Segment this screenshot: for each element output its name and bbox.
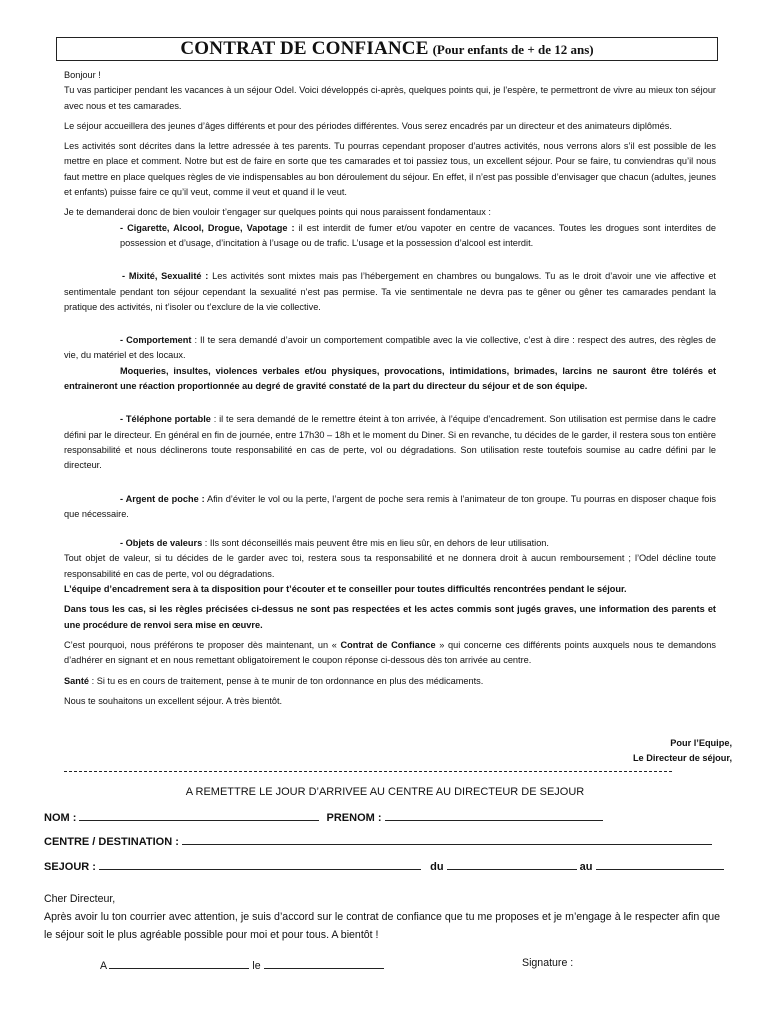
rule-argent-text: Afin d’éviter le vol ou la perte, l’argent de poche sera remis à l’animateur de ton groupe. Tu pourras en disposer chaque fois que nécessaire. <box>64 493 716 519</box>
closing-warning: Dans tous les cas, si les règles précisées ci-dessus ne sont pas respectées et les actes commis sont jugés graves, une information des parents et une procédure de renvoi sera mise en œuvre. <box>64 604 716 630</box>
du-label: du <box>430 861 444 873</box>
centre-field[interactable] <box>182 833 712 845</box>
cut-line <box>64 771 672 772</box>
sejour-field[interactable] <box>99 858 421 870</box>
sante-paragraph <box>64 674 716 689</box>
rule-cigarette-text: il est interdit de fumer et/ou vapoter en centre de vacances. Toutes les drogues sont interdites de possession et d’usage, d’incitation à l’usage ou de trafic. L’usage et la possession d’alcool est interdit. <box>120 222 716 248</box>
rule-objets-support: L’équipe d’encadrement sera à ta disposition pour t’écouter et te conseiller pour toutes difficultés rencontrées pendant le séjour. <box>64 584 627 595</box>
contract-name: Contrat de Confiance <box>340 639 436 650</box>
le-label: le <box>252 960 261 972</box>
contract-text-before: C’est pourquoi, nous préférons te proposer dès maintenant, un « <box>64 639 341 650</box>
centre-label: CENTRE / DESTINATION <box>44 836 173 848</box>
rule-argent <box>64 492 716 523</box>
signature-line-2: Le Directeur de séjour, <box>632 753 732 763</box>
nom-field[interactable] <box>79 809 319 821</box>
form-row-sejour: SEJOUR : du au <box>44 858 724 873</box>
rule-objets-label: - Objets de valeurs <box>120 538 203 549</box>
rule-mixite-text: Les activités sont mixtes mais pas l’hébergement en chambres ou bungalows. Tu as le droit d’avoir une vie affective et sentimentale pendant ton séjour cependant la sexualité n’est pas permise. Ta vie sentimentale ne devra pas te gêner ou gêner tes camarades pendant la pratique des activités, ni t’isoler ou t’exclure de la vie collective. <box>64 271 716 312</box>
rule-comportement-warning: Moqueries, insultes, violences verbales et/ou physiques, provocations, intimidations, brimades, larcins ne sauront être tolérés et entraineront une réaction proportionnée au degré de gravité constaté de la part du directeur du séjour et de son équipe. <box>64 365 716 392</box>
rule-objets <box>64 536 716 551</box>
rule-argent-label: - Argent de poche : <box>120 493 205 504</box>
intro-paragraph-4: Je te demanderai donc de bien vouloir t’engager sur quelques points qui nous paraissent fondamentaux : <box>64 207 491 218</box>
intro-paragraph-3: Les activités sont décrites dans la lettre adressée à tes parents. Tu pourras cependant proposer d’autres activités, nous verrons alors s’il est possible de les mettre en place et comment. Notre but est de faire en sorte que tes camarades et toi passiez tous, un excellent séjour. Pour se faire, tu conviendras qu’il nous faut mettre en place quelques règles de vie indispensables au bon déroulement du séjour. En effet, il n’est pas possible d’envisager que chacun (adultes, jeunes et enfants) puisse faire ce qu’il veut, comme il veut et quand il le veut. <box>64 141 716 198</box>
document-subtitle: (Pour enfants de + de 12 ans) <box>432 42 594 57</box>
letter-body <box>64 68 716 714</box>
rule-comportement <box>64 333 716 364</box>
rule-telephone <box>64 412 716 473</box>
form-row-name: NOM : PRENOM : <box>44 809 603 824</box>
signature-field[interactable]: Signature : <box>522 957 574 969</box>
contract-text-after: » qui concerne ces différents points auxquels nous te demandons d’adhérer en signant et en nous remettant obligatoirement le coupon réponse ci-dessous dès ton arrivée au centre. <box>64 639 716 666</box>
intro-paragraph-2: Le séjour accueillera des jeunes d’âges différents et pour des périodes différentes. Vous serez encadrés par un directeur et des animateurs diplômés. <box>64 120 672 131</box>
sejour-label: SEJOUR <box>44 861 90 873</box>
place-field[interactable] <box>109 957 249 969</box>
sante-label: Santé <box>64 675 90 686</box>
agreement-salutation: Cher Directeur, <box>44 893 116 905</box>
title-box <box>56 37 718 61</box>
prenom-label: PRENOM <box>326 812 375 824</box>
a-label: A <box>100 960 107 972</box>
rule-objets-paragraph-2: Tout objet de valeur, si tu décides de le garder avec toi, restera sous ta responsabilité et ne donnera droit à aucun remboursement ; l’Odel décline toute responsabilité en cas de perte, vol ou dégradations. <box>64 553 716 579</box>
agreement-block <box>44 890 720 944</box>
prenom-field[interactable] <box>385 809 603 821</box>
rule-objets-text: : Ils sont déconseillés mais peuvent être mis en lieu sûr, en dehors de leur utilisation. <box>202 538 549 549</box>
form-heading: A REMETTRE LE JOUR D’ARRIVEE AU CENTRE AU DIRECTEUR DE SEJOUR <box>185 786 585 798</box>
closing-wish: Nous te souhaitons un excellent séjour. A très bientôt. <box>64 695 283 706</box>
au-label: au <box>579 861 593 873</box>
agreement-text: Après avoir lu ton courrier avec attention, je suis d’accord sur le contrat de confiance que tu me proposes et je m’engage à le respecter afin que le séjour soit le plus agréable possible pour moi et pour tous. A bientôt ! <box>44 911 720 941</box>
rule-telephone-text: : il te sera demandé de le remettre éteint à ton arrivée, à l’équipe d’encadrement. Son utilisation est permise dans le cadre défini par le directeur. En général en fin de journée, entre 17h30 – 18h et le moment du Diner. Si en revanche, tu décides de le garder, il restera sous ton entière responsabilité et nous déclinerons toute responsabilité en cas de perte, vol ou dégradations. Son utilisation reste toutefois soumise au cadre défini par le directeur. <box>64 414 716 471</box>
rule-mixite-label: - Mixité, Sexualité : <box>122 271 209 282</box>
rule-cigarette-label: - Cigarette, Alcool, Drogue, Vapotage : <box>120 222 295 233</box>
document-title: CONTRAT DE CONFIANCE <box>180 38 429 59</box>
date-start-field[interactable] <box>447 858 577 870</box>
rule-telephone-label: - Téléphone portable <box>120 414 211 425</box>
rule-comportement-text: : Il te sera demandé d’avoir un comportement compatible avec la vie collective, c’est à dire : respect des autres, des règles de vie, du matériel et des locaux. <box>64 335 716 361</box>
greeting: Bonjour ! <box>64 70 101 80</box>
signature-line-1: Pour l’Equipe, <box>670 738 732 748</box>
contract-paragraph <box>64 638 716 669</box>
place-date-row <box>100 957 384 972</box>
intro-paragraph-1: Tu vas participer pendant les vacances à un séjour Odel. Voici développés ci-après, quelques points qui, je l’espère, te permettront de vivre au mieux ton séjour avec nous et tes camarades. <box>64 85 716 111</box>
sante-text: : Si tu es en cours de traitement, pense à te munir de ton ordonnance en plus des médicaments. <box>89 675 484 686</box>
rule-cigarette <box>64 221 716 252</box>
date-field[interactable] <box>264 957 384 969</box>
form-row-centre: CENTRE / DESTINATION : <box>44 833 712 848</box>
nom-label: NOM <box>44 812 70 824</box>
rule-mixite <box>64 269 716 315</box>
rule-comportement-label: - Comportement <box>120 335 192 346</box>
date-end-field[interactable] <box>596 858 724 870</box>
